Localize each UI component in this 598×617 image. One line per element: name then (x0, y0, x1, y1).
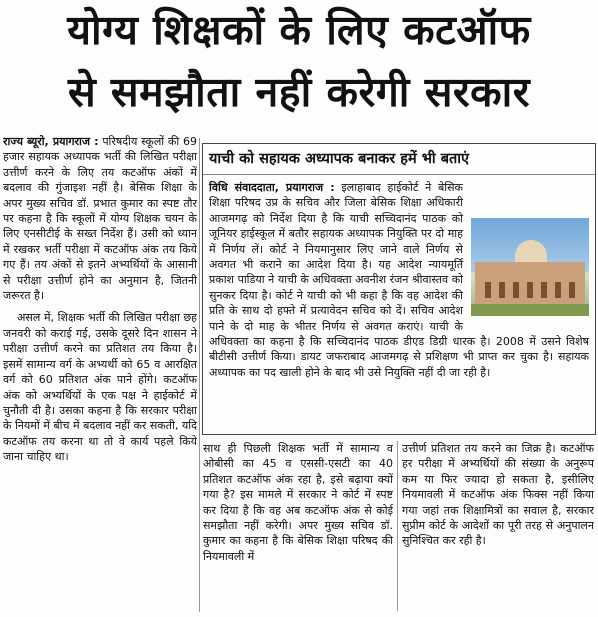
column-rule (199, 138, 200, 612)
article-column-2 (203, 441, 393, 611)
article-column-3 (402, 441, 594, 611)
article-paragraph: साथ ही पिछली शिक्षक भर्ती में सामान्य व ओबीसी का 45 व एससी-एसटी का 40 प्रतिशत कटऑफ अंक रहा है, इसे बढ़ाया क्यों गया है? इस मामले में सरकार ने कोर्ट में स्पष्ट कर दिया है कि वह अब कटऑफ अंक से कोई समझौता नहीं करेगी। अपर मुख्य सचिव डॉ. कुमार का कहना है कि बेसिक शिक्षा परिषद की नियमावली में (203, 442, 393, 563)
sidebar-story-box (202, 143, 596, 435)
sidebar-story-headline: याची को सहायक अध्यापक बनाकर हमें भी बताएं (203, 144, 595, 175)
sidebar-story-body (209, 180, 589, 380)
sidebar-story-text: इलाहाबाद हाईकोर्ट ने बेसिक शिक्षा परिषद उप्र के सचिव और जिला बेसिक शिक्षा अधिकारी आजमगढ़ को निर्देश दिया है कि याची सच्चिदानंद पाठक को जूनियर हाईस्कूल में बतौर सहायक अध्यापक नियुक्ति पर दो माह में निर्णय लें। कोर्ट ने नियमानुसार लिए जाने वाले निर्णय से अवगत भी कराने का आदेश दिया है। यह आदेश न्यायमूर्ति प्रकाश पाडिया ने याची के अधिवक्ता अवनीश रंजन श्रीवास्तव को सुनकर दिया है। कोर्ट ने याची को भी कहा है कि वह आदेश की प्रति के साथ दो हफ्ते में प्रत्यावेदन सचिव को दें। सचिव आदेश पाने के दो माह के भीतर निर्णय से अवगत कराएं। याची के अधिवक्ता का कहना है कि सच्चिदानंद पाठक डीएड डिग्री धारक है। 2008 में उसने विशेष बीटीसी उत्तीर्ण किया। डायट जफराबाद आजमगढ़ से प्रशिक्षण भी प्राप्त कर चुका है। सहायक अध्यापक का पद खाली होने के बाद भी उसे नियुक्ति नहीं दी जा रही है। (209, 181, 589, 379)
byline: राज्य ब्यूरो, प्रयागराज : (3, 135, 99, 148)
article-column-1 (3, 134, 197, 612)
article-paragraph: उत्तीर्ण प्रतिशत तय करने का जिक्र है। कटऑफ हर परीक्षा में अभ्यर्थियों की संख्या के अनुरूप कम या फिर ज्यादा हो सकता है, इसीलिए नियमावली में कटऑफ अंक फिक्स नहीं किया गया जहां तक शिक्षामित्रों का सवाल है, सरकार सुप्रीम कोर्ट के आदेशों का पूरी तरह से अनुपालन सुनिश्चित कर रही है। (402, 442, 594, 548)
column-rule (397, 441, 398, 611)
high-court-building-photo (471, 218, 589, 316)
article-paragraph: असल में, शिक्षक भर्ती की लिखित परीक्षा छह जनवरी को कराई गई, उसके दूसरे दिन शासन ने परीक्षा उत्तीर्ण करने का प्रतिशत तय किया है। इसमें सामान्य वर्ग के अभ्यर्थी को 65 व आरक्षित वर्ग को 60 प्रतिशत अंक पाने होंगे। कटऑफ अंक को अभ्यर्थियों के एक पक्ष ने हाईकोर्ट में चुनौती दी है। उसका कहना है कि सरकार परीक्षा के नियमों में बीच में बदलाव नहीं कर सकती, यदि कटऑफ तय करना था तो वे कार्य पहले किये जाना चाहिए था। (3, 311, 197, 464)
byline: विधि संवाददाता, प्रयागराज : (209, 181, 335, 194)
headline-line-1: योग्य शिक्षकों के लिए कटऑफ (67, 6, 531, 54)
headline-line-2: से समझौता नहीं करेगी सरकार (67, 68, 531, 116)
article-paragraph: परिषदीय स्कूलों की 69 हजार सहायक अध्यापक भर्ती की लिखित परीक्षा उत्तीर्ण करने के लिए तय कटऑफ अंकों में बदलाव की गुंजाइश नहीं है। बेसिक शिक्षा के अपर मुख्य सचिव डॉ. प्रभात कुमार का स्पष्ट तौर पर कहना है कि स्कूलों में योग्य शिक्षक चयन के लिए एनसीटीई के सख्त निर्देश हैं। उसी को ध्यान में रखकर भर्ती परीक्षा में कटऑफ अंक तय किये गए हैं। तय अंकों से इतने अभ्यर्थियों के आसानी से परीक्षा उत्तीर्ण होने का अनुमान है, जितनी जरूरत है। (3, 135, 197, 303)
